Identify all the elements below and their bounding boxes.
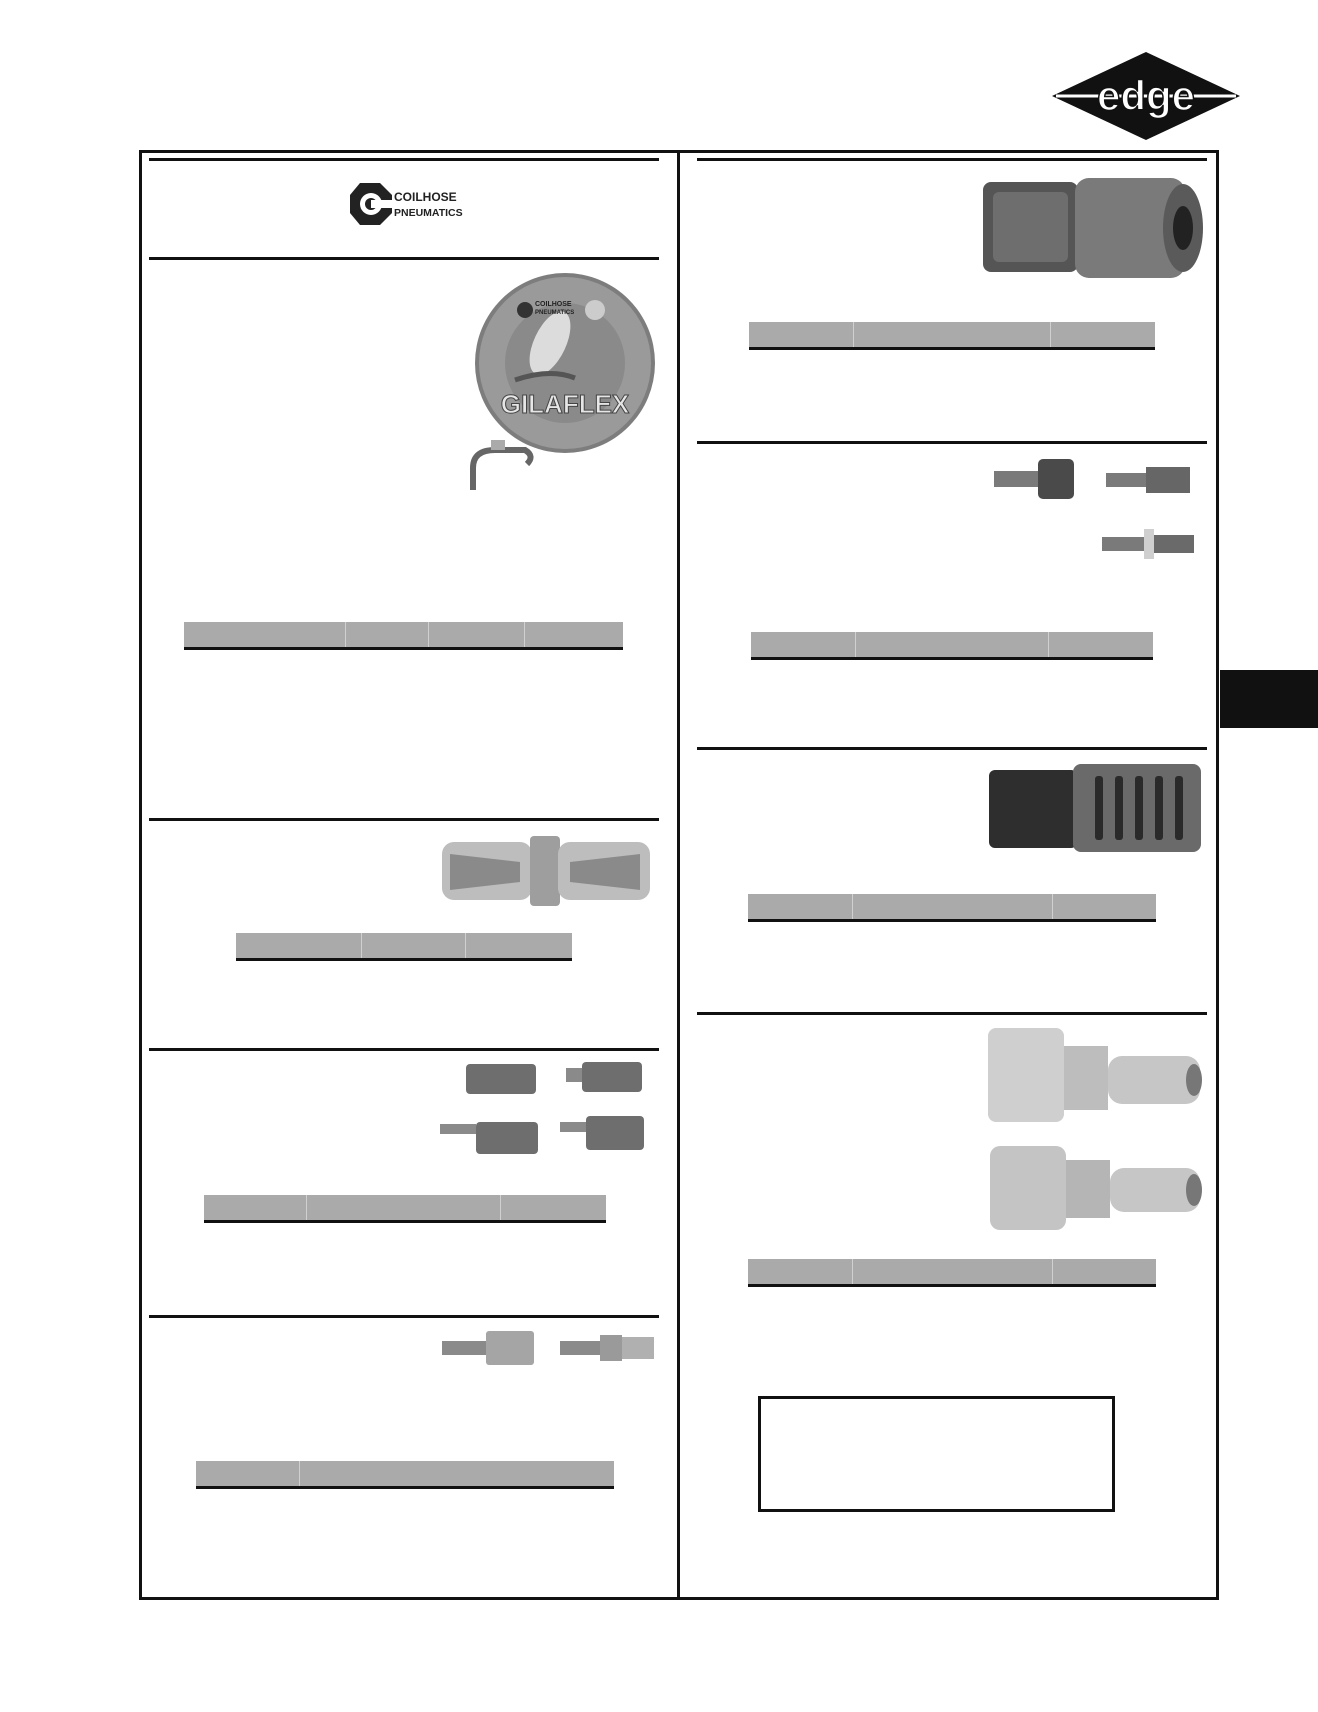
edge-logo-text: edge <box>1096 72 1196 119</box>
aro-plug-photo <box>980 1022 1210 1242</box>
table-header <box>748 894 1156 922</box>
section-rule <box>697 158 1207 161</box>
coilhose-logo-line2: PNEUMATICS <box>394 207 463 219</box>
column-divider <box>677 150 680 1600</box>
reel-brand-label: GILAFLEX <box>500 389 630 419</box>
table-header <box>748 1259 1156 1287</box>
table-header <box>236 933 572 961</box>
plug-set-photo <box>440 1325 658 1370</box>
table-header <box>184 622 623 650</box>
section-rule <box>149 1048 659 1051</box>
note-box <box>758 1396 1115 1512</box>
section-rule <box>149 1315 659 1318</box>
edge-logo <box>1050 50 1242 142</box>
reusable-hose-fitting-photo <box>440 832 655 912</box>
coilhose-logo-line1: COILHOSE <box>394 190 457 204</box>
section-tab <box>1220 670 1318 728</box>
section-rule <box>149 257 659 260</box>
section-rule <box>697 1012 1207 1015</box>
coupler-set-photo <box>438 1060 658 1160</box>
slotted-coupler-photo <box>985 760 1207 856</box>
section-rule <box>149 158 659 161</box>
industrial-plug-photo <box>990 455 1205 573</box>
table-header <box>196 1461 614 1489</box>
coilhose-logo <box>348 181 468 227</box>
table-header <box>204 1195 606 1223</box>
section-rule <box>149 818 659 821</box>
table-header <box>751 632 1153 660</box>
table-header <box>749 322 1155 350</box>
gilaflex-hose-reel-photo <box>455 268 655 498</box>
section-rule <box>697 441 1207 444</box>
section-rule <box>697 747 1207 750</box>
reel-label-line1: COILHOSE <box>535 301 572 308</box>
reel-label-line2: PNEUMATICS <box>535 310 575 316</box>
knurled-coupler-photo <box>975 170 1210 300</box>
